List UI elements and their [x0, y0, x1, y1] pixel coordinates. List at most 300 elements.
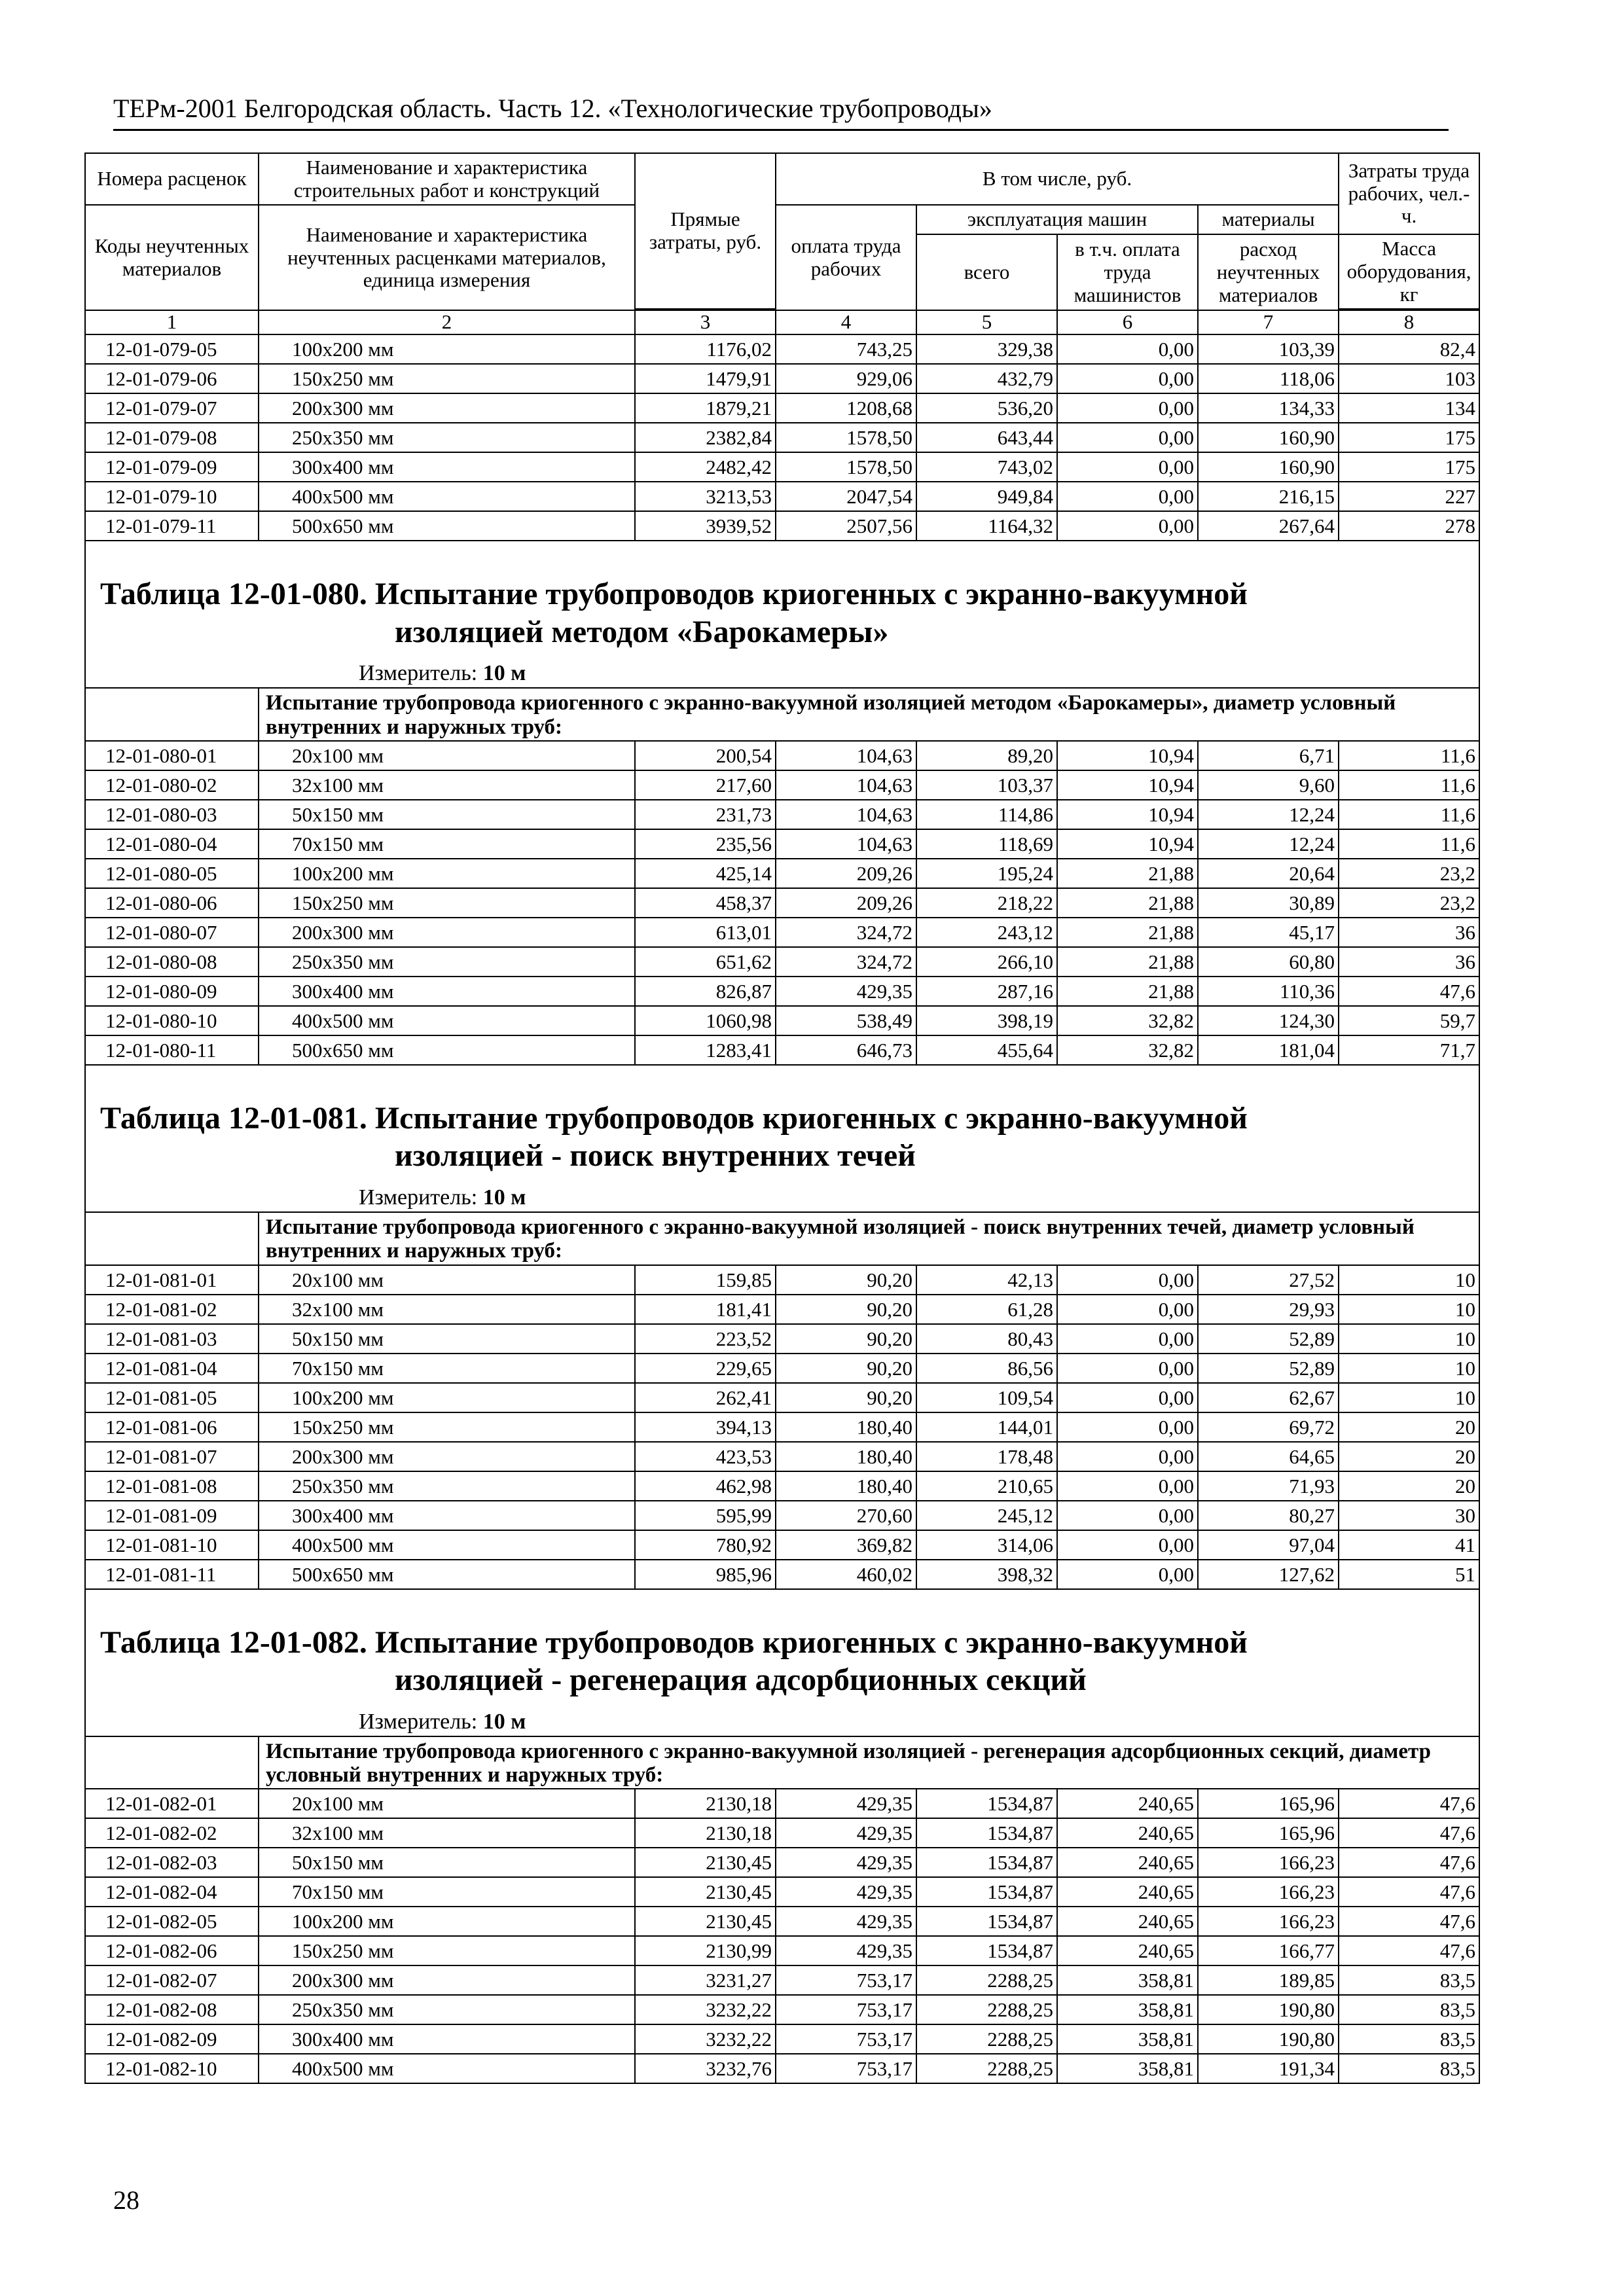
rate-code: 12-01-080-08: [85, 947, 259, 977]
section-description-row: [85, 688, 1479, 741]
value-cell: 83,5: [1339, 1995, 1479, 2024]
value-cell: 80,27: [1198, 1501, 1339, 1530]
measure: [100, 1699, 1479, 1736]
value-cell: 144,01: [916, 1412, 1057, 1442]
value-cell: 3232,22: [635, 2024, 776, 2054]
section-heading: [85, 571, 1479, 688]
group-header-machines: эксплуатация машин: [916, 205, 1198, 234]
table-row: [85, 1877, 1479, 1907]
value-cell: 159,85: [635, 1265, 776, 1295]
rate-name: 300x400 мм: [259, 2024, 635, 2054]
rate-code: 12-01-081-08: [85, 1471, 259, 1501]
column-numbers-row: [85, 310, 1479, 334]
table-row: [85, 1936, 1479, 1965]
rate-name: 150x250 мм: [259, 888, 635, 918]
rate-name: 250x350 мм: [259, 1471, 635, 1501]
value-cell: 0,00: [1057, 334, 1198, 364]
value-cell: 358,81: [1057, 1965, 1198, 1995]
section-gap: [85, 1589, 1479, 1620]
value-cell: 209,26: [776, 888, 916, 918]
section-heading-cell: [85, 1096, 1479, 1212]
value-cell: 71,7: [1339, 1035, 1479, 1065]
table-row: [85, 364, 1479, 393]
section-gap-cell: [85, 1589, 1479, 1620]
section-heading-cell: [85, 571, 1479, 688]
value-cell: 60,80: [1198, 947, 1339, 977]
table-row: [85, 334, 1479, 364]
rate-name: 250x350 мм: [259, 947, 635, 977]
measure-label: Измеритель:: [359, 661, 478, 686]
rate-name: 100x200 мм: [259, 334, 635, 364]
value-cell: 460,02: [776, 1560, 916, 1589]
table-row: [85, 1006, 1479, 1035]
value-cell: 643,44: [916, 423, 1057, 452]
rate-name: 150x250 мм: [259, 1936, 635, 1965]
table-row: [85, 1907, 1479, 1936]
measure-label: Измеритель:: [359, 1185, 478, 1210]
value-cell: 3939,52: [635, 511, 776, 541]
table-row: [85, 977, 1479, 1006]
value-cell: 30,89: [1198, 888, 1339, 918]
value-cell: 278: [1339, 511, 1479, 541]
table-row: [85, 1995, 1479, 2024]
rate-name: 200x300 мм: [259, 1442, 635, 1471]
value-cell: 314,06: [916, 1530, 1057, 1560]
table-row: [85, 2024, 1479, 2054]
value-cell: 71,93: [1198, 1471, 1339, 1501]
value-cell: 0,00: [1057, 1560, 1198, 1589]
rate-code: 12-01-080-02: [85, 770, 259, 800]
value-cell: 324,72: [776, 947, 916, 977]
value-cell: 21,88: [1057, 918, 1198, 947]
value-cell: 223,52: [635, 1324, 776, 1354]
rate-code: 12-01-080-03: [85, 800, 259, 829]
rate-code: 12-01-080-07: [85, 918, 259, 947]
rate-code: 12-01-082-03: [85, 1848, 259, 1877]
rate-code: 12-01-081-06: [85, 1412, 259, 1442]
rate-code: 12-01-080-10: [85, 1006, 259, 1035]
section-gap-cell: [85, 541, 1479, 571]
section-heading: [85, 1620, 1479, 1736]
col3-header: Прямые затраты, руб.: [635, 153, 776, 309]
value-cell: 0,00: [1057, 1442, 1198, 1471]
rate-name: 70x150 мм: [259, 1877, 635, 1907]
table-body: [85, 153, 1479, 2083]
rate-code: 12-01-082-05: [85, 1907, 259, 1936]
column-number: 2: [259, 310, 635, 334]
column-number: 8: [1339, 310, 1479, 334]
rate-code: 12-01-079-05: [85, 334, 259, 364]
value-cell: 2482,42: [635, 452, 776, 482]
col5-header: всего: [916, 234, 1057, 310]
rate-name: 300x400 мм: [259, 1501, 635, 1530]
value-cell: 0,00: [1057, 452, 1198, 482]
table-row: [85, 770, 1479, 800]
value-cell: 753,17: [776, 2024, 916, 2054]
value-cell: 3232,22: [635, 1995, 776, 2024]
value-cell: 429,35: [776, 1848, 916, 1877]
value-cell: 11,6: [1339, 800, 1479, 829]
rate-code: 12-01-082-10: [85, 2054, 259, 2083]
rate-name: 200x300 мм: [259, 918, 635, 947]
table-row: [85, 1383, 1479, 1412]
column-number: 7: [1198, 310, 1339, 334]
value-cell: 20: [1339, 1442, 1479, 1471]
value-cell: 175: [1339, 452, 1479, 482]
value-cell: 20: [1339, 1412, 1479, 1442]
rate-code: 12-01-080-01: [85, 741, 259, 770]
value-cell: 753,17: [776, 1965, 916, 1995]
section-title-line2: изоляцией - поиск внутренних течей: [395, 1138, 916, 1174]
rate-code: 12-01-079-08: [85, 423, 259, 452]
table-row: [85, 1789, 1479, 1818]
table-row: [85, 1501, 1479, 1530]
table-row: [85, 452, 1479, 482]
rate-code: 12-01-082-07: [85, 1965, 259, 1995]
value-cell: 780,92: [635, 1530, 776, 1560]
value-cell: 45,17: [1198, 918, 1339, 947]
value-cell: 134: [1339, 393, 1479, 423]
value-cell: 240,65: [1057, 1936, 1198, 1965]
value-cell: 0,00: [1057, 1412, 1198, 1442]
value-cell: 0,00: [1057, 511, 1198, 541]
value-cell: 267,64: [1198, 511, 1339, 541]
rate-name: 100x200 мм: [259, 1383, 635, 1412]
value-cell: 2507,56: [776, 511, 916, 541]
rate-name: 50x150 мм: [259, 1324, 635, 1354]
rate-code: 12-01-080-06: [85, 888, 259, 918]
value-cell: 103: [1339, 364, 1479, 393]
rate-name: 20x100 мм: [259, 1265, 635, 1295]
section-title: [100, 575, 1479, 651]
table-row: [85, 888, 1479, 918]
value-cell: 2130,45: [635, 1848, 776, 1877]
value-cell: 110,36: [1198, 977, 1339, 1006]
value-cell: 90,20: [776, 1295, 916, 1324]
table-row: [85, 829, 1479, 859]
rate-code: 12-01-082-09: [85, 2024, 259, 2054]
rate-name: 20x100 мм: [259, 1789, 635, 1818]
section-title-line1: Таблица 12-01-082. Испытание трубопроводов криогенных с экранно-вакуумной: [100, 1624, 1248, 1660]
rate-name: 100x200 мм: [259, 859, 635, 888]
value-cell: 23,2: [1339, 888, 1479, 918]
measure-label: Измеритель:: [359, 1709, 478, 1734]
rate-code: 12-01-079-10: [85, 482, 259, 511]
value-cell: 21,88: [1057, 888, 1198, 918]
section-description: Испытание трубопровода криогенного с экранно-вакуумной изоляцией - поиск внутренних течей, диаметр условный внутренних и наружных труб:: [259, 1212, 1479, 1265]
value-cell: 10,94: [1057, 741, 1198, 770]
table-row: [85, 1295, 1479, 1324]
value-cell: 166,23: [1198, 1907, 1339, 1936]
rate-name: 500x650 мм: [259, 1035, 635, 1065]
value-cell: 3213,53: [635, 482, 776, 511]
value-cell: 10,94: [1057, 770, 1198, 800]
rate-code: 12-01-082-04: [85, 1877, 259, 1907]
table-row: [85, 918, 1479, 947]
rate-code: 12-01-080-11: [85, 1035, 259, 1065]
description-code-cell: [85, 688, 259, 741]
rate-code: 12-01-079-09: [85, 452, 259, 482]
value-cell: 104,63: [776, 829, 916, 859]
rate-name: 32x100 мм: [259, 1295, 635, 1324]
value-cell: 10: [1339, 1295, 1479, 1324]
value-cell: 458,37: [635, 888, 776, 918]
value-cell: 118,06: [1198, 364, 1339, 393]
rate-name: 300x400 мм: [259, 452, 635, 482]
value-cell: 134,33: [1198, 393, 1339, 423]
value-cell: 9,60: [1198, 770, 1339, 800]
value-cell: 209,26: [776, 859, 916, 888]
table-row: [85, 1965, 1479, 1995]
value-cell: 47,6: [1339, 1789, 1479, 1818]
value-cell: 1534,87: [916, 1818, 1057, 1848]
measure-value: 10 м: [482, 1185, 526, 1210]
rate-name: 500x650 мм: [259, 511, 635, 541]
value-cell: 47,6: [1339, 1907, 1479, 1936]
value-cell: 166,23: [1198, 1848, 1339, 1877]
value-cell: 3231,27: [635, 1965, 776, 1995]
value-cell: 1176,02: [635, 334, 776, 364]
value-cell: 358,81: [1057, 1995, 1198, 2024]
table-row: [85, 1354, 1479, 1383]
rate-name: 400x500 мм: [259, 1530, 635, 1560]
value-cell: 0,00: [1057, 482, 1198, 511]
rate-name: 300x400 мм: [259, 977, 635, 1006]
column-number: 3: [635, 310, 776, 334]
col8-header-bottom: Масса оборудования, кг: [1339, 234, 1479, 309]
value-cell: 0,00: [1057, 1324, 1198, 1354]
value-cell: 47,6: [1339, 1877, 1479, 1907]
rate-name: 150x250 мм: [259, 1412, 635, 1442]
rate-code: 12-01-080-09: [85, 977, 259, 1006]
value-cell: 0,00: [1057, 1383, 1198, 1412]
value-cell: 166,23: [1198, 1877, 1339, 1907]
value-cell: 245,12: [916, 1501, 1057, 1530]
value-cell: 47,6: [1339, 977, 1479, 1006]
value-cell: 52,89: [1198, 1324, 1339, 1354]
value-cell: 1060,98: [635, 1006, 776, 1035]
measure: [100, 651, 1479, 687]
value-cell: 1534,87: [916, 1907, 1057, 1936]
value-cell: 646,73: [776, 1035, 916, 1065]
value-cell: 103,37: [916, 770, 1057, 800]
value-cell: 462,98: [635, 1471, 776, 1501]
table-row: [85, 800, 1479, 829]
table-row: [85, 1818, 1479, 1848]
value-cell: 2130,45: [635, 1907, 776, 1936]
value-cell: 51: [1339, 1560, 1479, 1589]
table-row: [85, 859, 1479, 888]
value-cell: 1208,68: [776, 393, 916, 423]
value-cell: 432,79: [916, 364, 1057, 393]
col7-header: расход неучтенных материалов: [1198, 234, 1339, 310]
table-row: [85, 1035, 1479, 1065]
rate-code: 12-01-081-02: [85, 1295, 259, 1324]
value-cell: 69,72: [1198, 1412, 1339, 1442]
value-cell: 1534,87: [916, 1789, 1057, 1818]
value-cell: 358,81: [1057, 2024, 1198, 2054]
value-cell: 180,40: [776, 1442, 916, 1471]
value-cell: 62,67: [1198, 1383, 1339, 1412]
value-cell: 89,20: [916, 741, 1057, 770]
rate-name: 400x500 мм: [259, 1006, 635, 1035]
value-cell: 109,54: [916, 1383, 1057, 1412]
rate-code: 12-01-081-04: [85, 1354, 259, 1383]
value-cell: 2047,54: [776, 482, 916, 511]
value-cell: 10: [1339, 1354, 1479, 1383]
section-title-line1: Таблица 12-01-081. Испытание трубопроводов криогенных с экранно-вакуумной: [100, 1100, 1248, 1136]
value-cell: 216,15: [1198, 482, 1339, 511]
value-cell: 191,34: [1198, 2054, 1339, 2083]
section-gap-cell: [85, 1065, 1479, 1096]
value-cell: 52,89: [1198, 1354, 1339, 1383]
rate-name: 32x100 мм: [259, 770, 635, 800]
value-cell: 429,35: [776, 977, 916, 1006]
value-cell: 595,99: [635, 1501, 776, 1530]
measure-value: 10 м: [482, 661, 526, 686]
value-cell: 124,30: [1198, 1006, 1339, 1035]
rates-table: [84, 152, 1480, 2084]
value-cell: 210,65: [916, 1471, 1057, 1501]
value-cell: 20,64: [1198, 859, 1339, 888]
col4-header: оплата труда рабочих: [776, 205, 916, 310]
value-cell: 127,62: [1198, 1560, 1339, 1589]
value-cell: 753,17: [776, 2054, 916, 2083]
rate-code: 12-01-081-03: [85, 1324, 259, 1354]
value-cell: 2130,45: [635, 1877, 776, 1907]
value-cell: 0,00: [1057, 1295, 1198, 1324]
value-cell: 0,00: [1057, 1354, 1198, 1383]
rate-code: 12-01-081-07: [85, 1442, 259, 1471]
table-row: [85, 423, 1479, 452]
section-heading-cell: [85, 1620, 1479, 1736]
value-cell: 97,04: [1198, 1530, 1339, 1560]
measure: [100, 1175, 1479, 1211]
col2-header-bottom: Наименование и характеристика неучтенных расценками материалов, единица измерения: [259, 205, 635, 310]
section-gap: [85, 1065, 1479, 1096]
value-cell: 2288,25: [916, 1995, 1057, 2024]
value-cell: 240,65: [1057, 1877, 1198, 1907]
rate-name: 150x250 мм: [259, 364, 635, 393]
column-number: 6: [1057, 310, 1198, 334]
value-cell: 10,94: [1057, 800, 1198, 829]
value-cell: 190,80: [1198, 2024, 1339, 2054]
value-cell: 425,14: [635, 859, 776, 888]
value-cell: 21,88: [1057, 947, 1198, 977]
value-cell: 12,24: [1198, 800, 1339, 829]
value-cell: 29,93: [1198, 1295, 1339, 1324]
value-cell: 86,56: [916, 1354, 1057, 1383]
value-cell: 12,24: [1198, 829, 1339, 859]
value-cell: 10: [1339, 1383, 1479, 1412]
value-cell: 190,80: [1198, 1995, 1339, 2024]
rate-name: 250x350 мм: [259, 423, 635, 452]
value-cell: 90,20: [776, 1383, 916, 1412]
value-cell: 32,82: [1057, 1006, 1198, 1035]
value-cell: 1164,32: [916, 511, 1057, 541]
rate-code: 12-01-082-06: [85, 1936, 259, 1965]
page-number: 28: [113, 2185, 139, 2215]
value-cell: 398,32: [916, 1560, 1057, 1589]
value-cell: 160,90: [1198, 423, 1339, 452]
value-cell: 83,5: [1339, 1965, 1479, 1995]
value-cell: 429,35: [776, 1818, 916, 1848]
value-cell: 985,96: [635, 1560, 776, 1589]
value-cell: 2130,99: [635, 1936, 776, 1965]
rate-name: 250x350 мм: [259, 1995, 635, 2024]
value-cell: 394,13: [635, 1412, 776, 1442]
value-cell: 429,35: [776, 1936, 916, 1965]
rate-name: 400x500 мм: [259, 2054, 635, 2083]
rate-code: 12-01-082-02: [85, 1818, 259, 1848]
value-cell: 0,00: [1057, 393, 1198, 423]
value-cell: 1578,50: [776, 452, 916, 482]
table-row: [85, 741, 1479, 770]
rate-code: 12-01-081-11: [85, 1560, 259, 1589]
value-cell: 2288,25: [916, 2024, 1057, 2054]
value-cell: 1534,87: [916, 1877, 1057, 1907]
value-cell: 64,65: [1198, 1442, 1339, 1471]
value-cell: 1534,87: [916, 1936, 1057, 1965]
measure-value: 10 м: [482, 1709, 526, 1734]
rate-code: 12-01-079-11: [85, 511, 259, 541]
table-row: [85, 1265, 1479, 1295]
value-cell: 753,17: [776, 1995, 916, 2024]
value-cell: 0,00: [1057, 1471, 1198, 1501]
value-cell: 30: [1339, 1501, 1479, 1530]
rate-name: 50x150 мм: [259, 800, 635, 829]
value-cell: 32,82: [1057, 1035, 1198, 1065]
value-cell: 369,82: [776, 1530, 916, 1560]
value-cell: 180,40: [776, 1412, 916, 1442]
value-cell: 47,6: [1339, 1818, 1479, 1848]
value-cell: 743,25: [776, 334, 916, 364]
table-row: [85, 1471, 1479, 1501]
rate-code: 12-01-081-01: [85, 1265, 259, 1295]
value-cell: 1534,87: [916, 1848, 1057, 1877]
value-cell: 429,35: [776, 1789, 916, 1818]
value-cell: 429,35: [776, 1877, 916, 1907]
table-row: [85, 1412, 1479, 1442]
column-number: 4: [776, 310, 916, 334]
value-cell: 455,64: [916, 1035, 1057, 1065]
section-gap: [85, 541, 1479, 571]
value-cell: 36: [1339, 918, 1479, 947]
value-cell: 175: [1339, 423, 1479, 452]
section-title-line1: Таблица 12-01-080. Испытание трубопроводов криогенных с экранно-вакуумной: [100, 577, 1248, 612]
value-cell: 10: [1339, 1324, 1479, 1354]
value-cell: 200,54: [635, 741, 776, 770]
value-cell: 83,5: [1339, 2054, 1479, 2083]
value-cell: 1578,50: [776, 423, 916, 452]
column-number: 1: [85, 310, 259, 334]
value-cell: 11,6: [1339, 829, 1479, 859]
value-cell: 287,16: [916, 977, 1057, 1006]
value-cell: 240,65: [1057, 1789, 1198, 1818]
value-cell: 0,00: [1057, 423, 1198, 452]
rate-name: 200x300 мм: [259, 1965, 635, 1995]
value-cell: 536,20: [916, 393, 1057, 423]
value-cell: 21,88: [1057, 977, 1198, 1006]
value-cell: 0,00: [1057, 1501, 1198, 1530]
value-cell: 11,6: [1339, 770, 1479, 800]
table-row: [85, 393, 1479, 423]
rate-code: 12-01-079-07: [85, 393, 259, 423]
value-cell: 229,65: [635, 1354, 776, 1383]
table-row: [85, 947, 1479, 977]
value-cell: 651,62: [635, 947, 776, 977]
value-cell: 10: [1339, 1265, 1479, 1295]
